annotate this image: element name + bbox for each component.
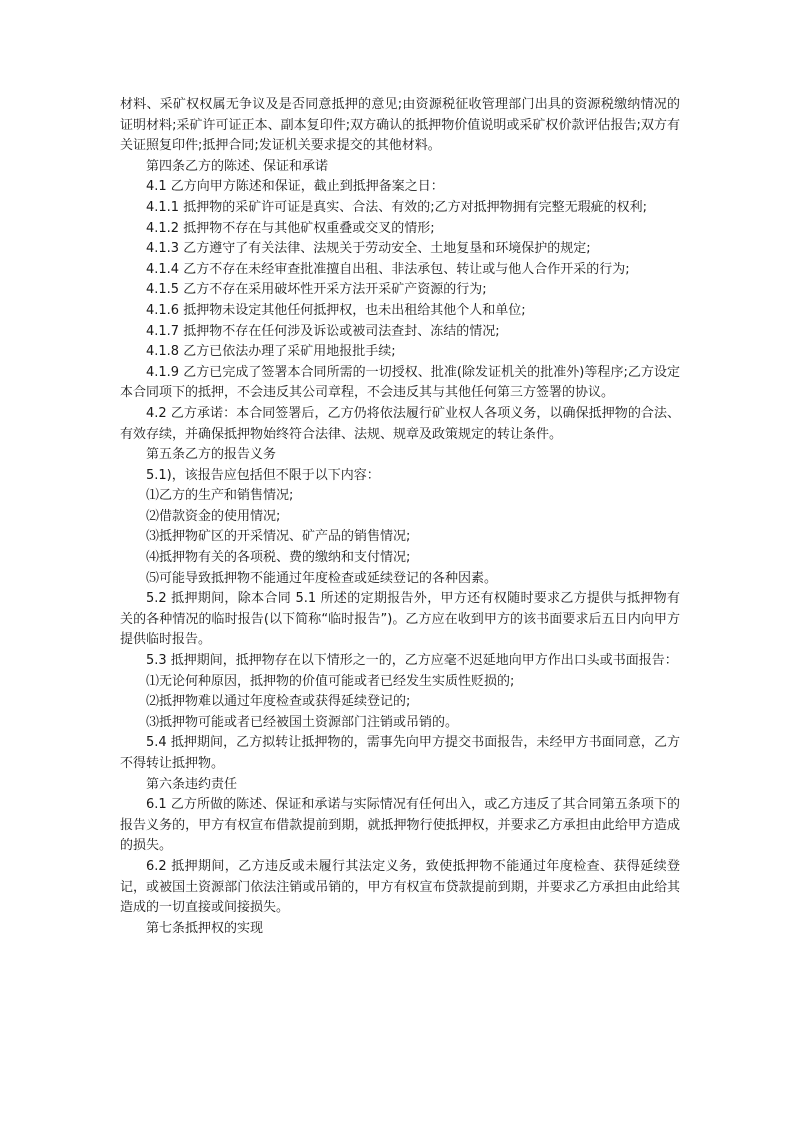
list-item-5-3-3: ⑶抵押物可能或者已经被国土资源部门注销或吊销的。 [146, 714, 459, 730]
clause-5-1: 5.1)，该报告应包括但不限于以下内容： [146, 467, 380, 483]
list-item-5-1-2: ⑵借款资金的使用情况; [146, 508, 281, 524]
clause-6-1: 6.1 乙方所做的陈述、保证和承诺与实际情况有任何出入，或乙方违反了其合同第五条项下的报告义务的，甲方有权宣布借款提前到期，就抵押物行使抵押权，并要求乙方承担由此给甲方造成的损失。 [120, 797, 680, 854]
clause-5-2: 5.2 抵押期间，除本合同 5.1 所述的定期报告外，甲方还有权随时要求乙方提供与抵押物有关的各种情况的临时报告(以下简称“临时报告”)。乙方应在收到甲方的该书面要求后五日内向甲方提供临时报告。 [120, 591, 680, 648]
clause-4-1-3: 4.1.3 乙方遵守了有关法律、法规关于劳动安全、土地复垦和环境保护的规定; [146, 241, 591, 257]
clause-5-4: 5.4 抵押期间，乙方拟转让抵押物的，需事先向甲方提交书面报告，未经甲方书面同意，乙方不得转让抵押物。 [120, 735, 680, 771]
clause-4-1-2: 4.1.2 抵押物不存在与其他矿权重叠或交叉的情形; [146, 220, 435, 236]
clause-6-2: 6.2 抵押期间，乙方违反或未履行其法定义务，致使抵押物不能通过年度检查、获得延续登记，或被国土资源部门依法注销或吊销的，甲方有权宣布贷款提前到期，并要求乙方承担由此给其造成的一切直接或间接损失。 [120, 858, 680, 916]
clause-4-1: 4.1 乙方向甲方陈述和保证，截止到抵押备案之日： [146, 179, 444, 195]
list-item-5-1-1: ⑴乙方的生产和销售情况; [146, 488, 294, 504]
clause-4-1-9: 4.1.9 乙方已完成了签署本合同所需的一切授权、批准(除发证机关的批准外)等程序;乙方设定本合同项下的抵押，不会违反其公司章程，不会违反其与其他任何第三方签署的协议。 [120, 364, 680, 401]
clause-4-1-7: 4.1.7 抵押物不存在任何涉及诉讼或被司法查封、冻结的情况; [146, 323, 500, 339]
document-body [120, 95, 680, 939]
list-item-5-1-5: ⑸可能导致抵押物不能通过年度检查或延续登记的各种因素。 [146, 570, 498, 586]
clause-4-1-5: 4.1.5 乙方不存在采用破坏性开采方法开采矿产资源的行为; [146, 282, 487, 298]
section-heading-article-5: 第五条乙方的报告义务 [146, 447, 277, 463]
list-item-5-3-1: ⑴无论何种原因，抵押物的价值可能或者已经发生实质性贬损的; [146, 673, 515, 689]
clause-4-1-8: 4.1.8 乙方已依法办理了采矿用地报批手续; [146, 344, 396, 360]
section-heading-article-6: 第六条违约责任 [146, 776, 238, 792]
clause-4-1-6: 4.1.6 抵押物未设定其他任何抵押权，也未出租给其他个人和单位; [146, 302, 526, 318]
clause-4-2: 4.2 乙方承诺：本合同签署后，乙方仍将依法履行矿业权人各项义务，以确保抵押物的合法、有效存续，并确保抵押物始终符合法律、法规、规章及政策规定的转让条件。 [120, 405, 680, 442]
section-heading-article-4: 第四条乙方的陈述、保证和承诺 [146, 158, 329, 174]
list-item-5-1-4: ⑷抵押物有关的各项税、费的缴纳和支付情况; [146, 550, 411, 566]
list-item-5-3-2: ⑵抵押物难以通过年度检查或获得延续登记的; [146, 694, 411, 710]
clause-4-1-1: 4.1.1 抵押物的采矿许可证是真实、合法、有效的;乙方对抵押物拥有完整无瑕疵的权利; [146, 199, 647, 215]
clause-5-3: 5.3 抵押期间，抵押物存在以下情形之一的，乙方应毫不迟延地向甲方作出口头或书面报告： [146, 653, 678, 669]
section-heading-article-7: 第七条抵押权的实现 [146, 920, 264, 936]
paragraph-materials: 材料、采矿权权属无争议及是否同意抵押的意见;由资源税征收管理部门出具的资源税缴纳情况的证明材料;采矿许可证正本、副本复印件;双方确认的抵押物价值说明或采矿权价款评估报告;双方有关证照复印件;抵押合同;发证机关要求提交的其他材料。 [120, 97, 680, 154]
clause-4-1-4: 4.1.4 乙方不存在未经审查批准擅自出租、非法承包、转让或与他人合作开采的行为; [146, 261, 630, 277]
list-item-5-1-3: ⑶抵押物矿区的开采情况、矿产品的销售情况; [146, 529, 411, 545]
